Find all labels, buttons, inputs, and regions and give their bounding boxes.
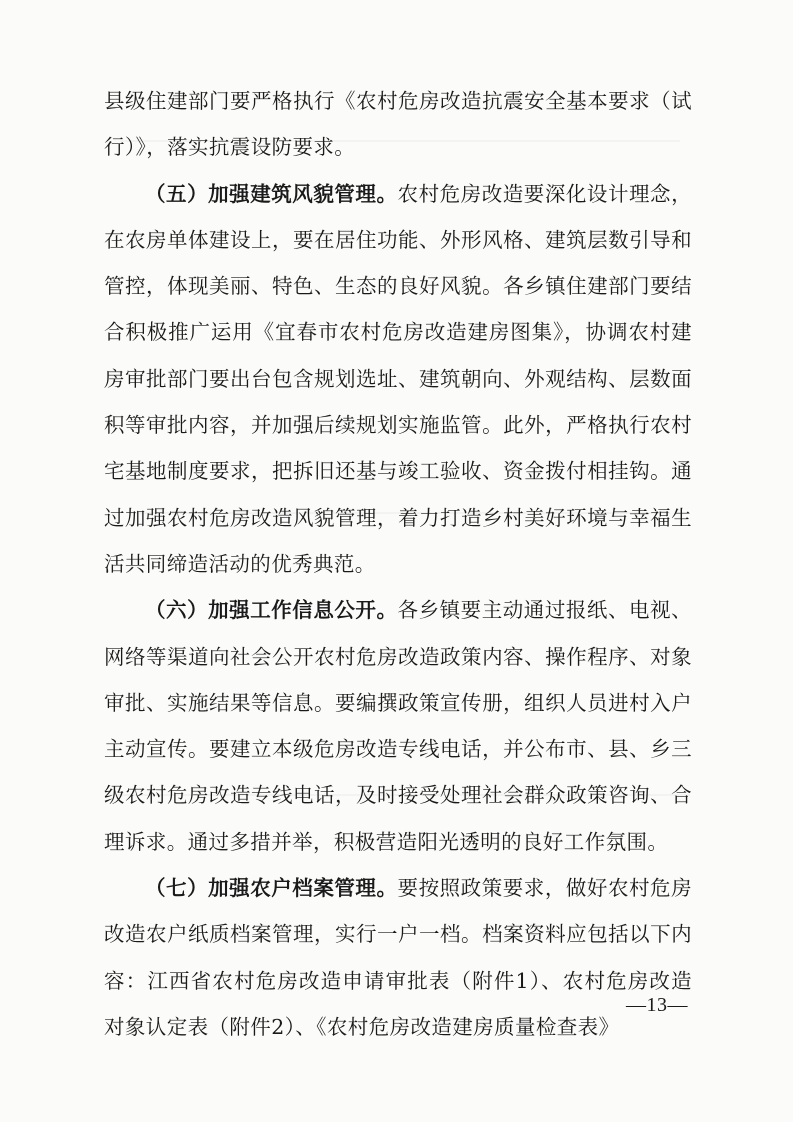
paragraph-text: 县级住建部门要严格执行《农村危房改造抗震安全基本要求（试行）》，落实抗震设防要求。 [104, 89, 692, 160]
body-text [104, 78, 692, 1050]
section-heading: （五）加强建筑风貌管理。 [145, 181, 398, 206]
section-heading: （七）加强农户档案管理。 [145, 876, 398, 901]
paragraph-text: 农村危房改造要深化设计理念，在农房单体建设上，要在居住功能、外形风格、建筑层数引导和管控，体现美丽、特色、生态的良好风貌。各乡镇住建部门要结合积极推广运用《宜春市农村危房改造建房图集》，协调农村建房审批部门要出台包含规划选址、建筑朝向、外观结构、层数面积等审批内容，并加强后续规划实施监管。此外，严格执行农村宅基地制度要求，把拆旧还基与竣工验收、资金拨付相挂钩。通过加强农村危房改造风貌管理，着力打造乡村美好环境与幸福生活共同缔造活动的优秀典范。 [104, 181, 692, 576]
section-heading: （六）加强工作信息公开。 [145, 598, 398, 623]
paragraph-section-seven [104, 865, 692, 1050]
paragraph-section-five [104, 171, 692, 588]
page-number: —13— [626, 994, 688, 1016]
paragraph-section-six [104, 587, 692, 865]
paragraph-text: 要按照政策要求，做好农村危房改造农户纸质档案管理，实行一户一档。档案资料应包括以下内容：江西省农村危房改造申请审批表（附件1）、农村危房改造对象认定表（附件2）、《农村危房改造建房质量检查表》 [104, 876, 692, 1039]
paragraph-continuation [104, 78, 692, 171]
paragraph-text: 各乡镇要主动通过报纸、电视、网络等渠道向社会公开农村危房改造政策内容、操作程序、对象审批、实施结果等信息。要编撰政策宣传册，组织人员进村入户主动宣传。要建立本级危房改造专线电话，并公布市、县、乡三级农村危房改造专线电话，及时接受处理社会群众政策咨询、合理诉求。通过多措并举，积极营造阳光透明的良好工作氛围。 [104, 598, 692, 854]
